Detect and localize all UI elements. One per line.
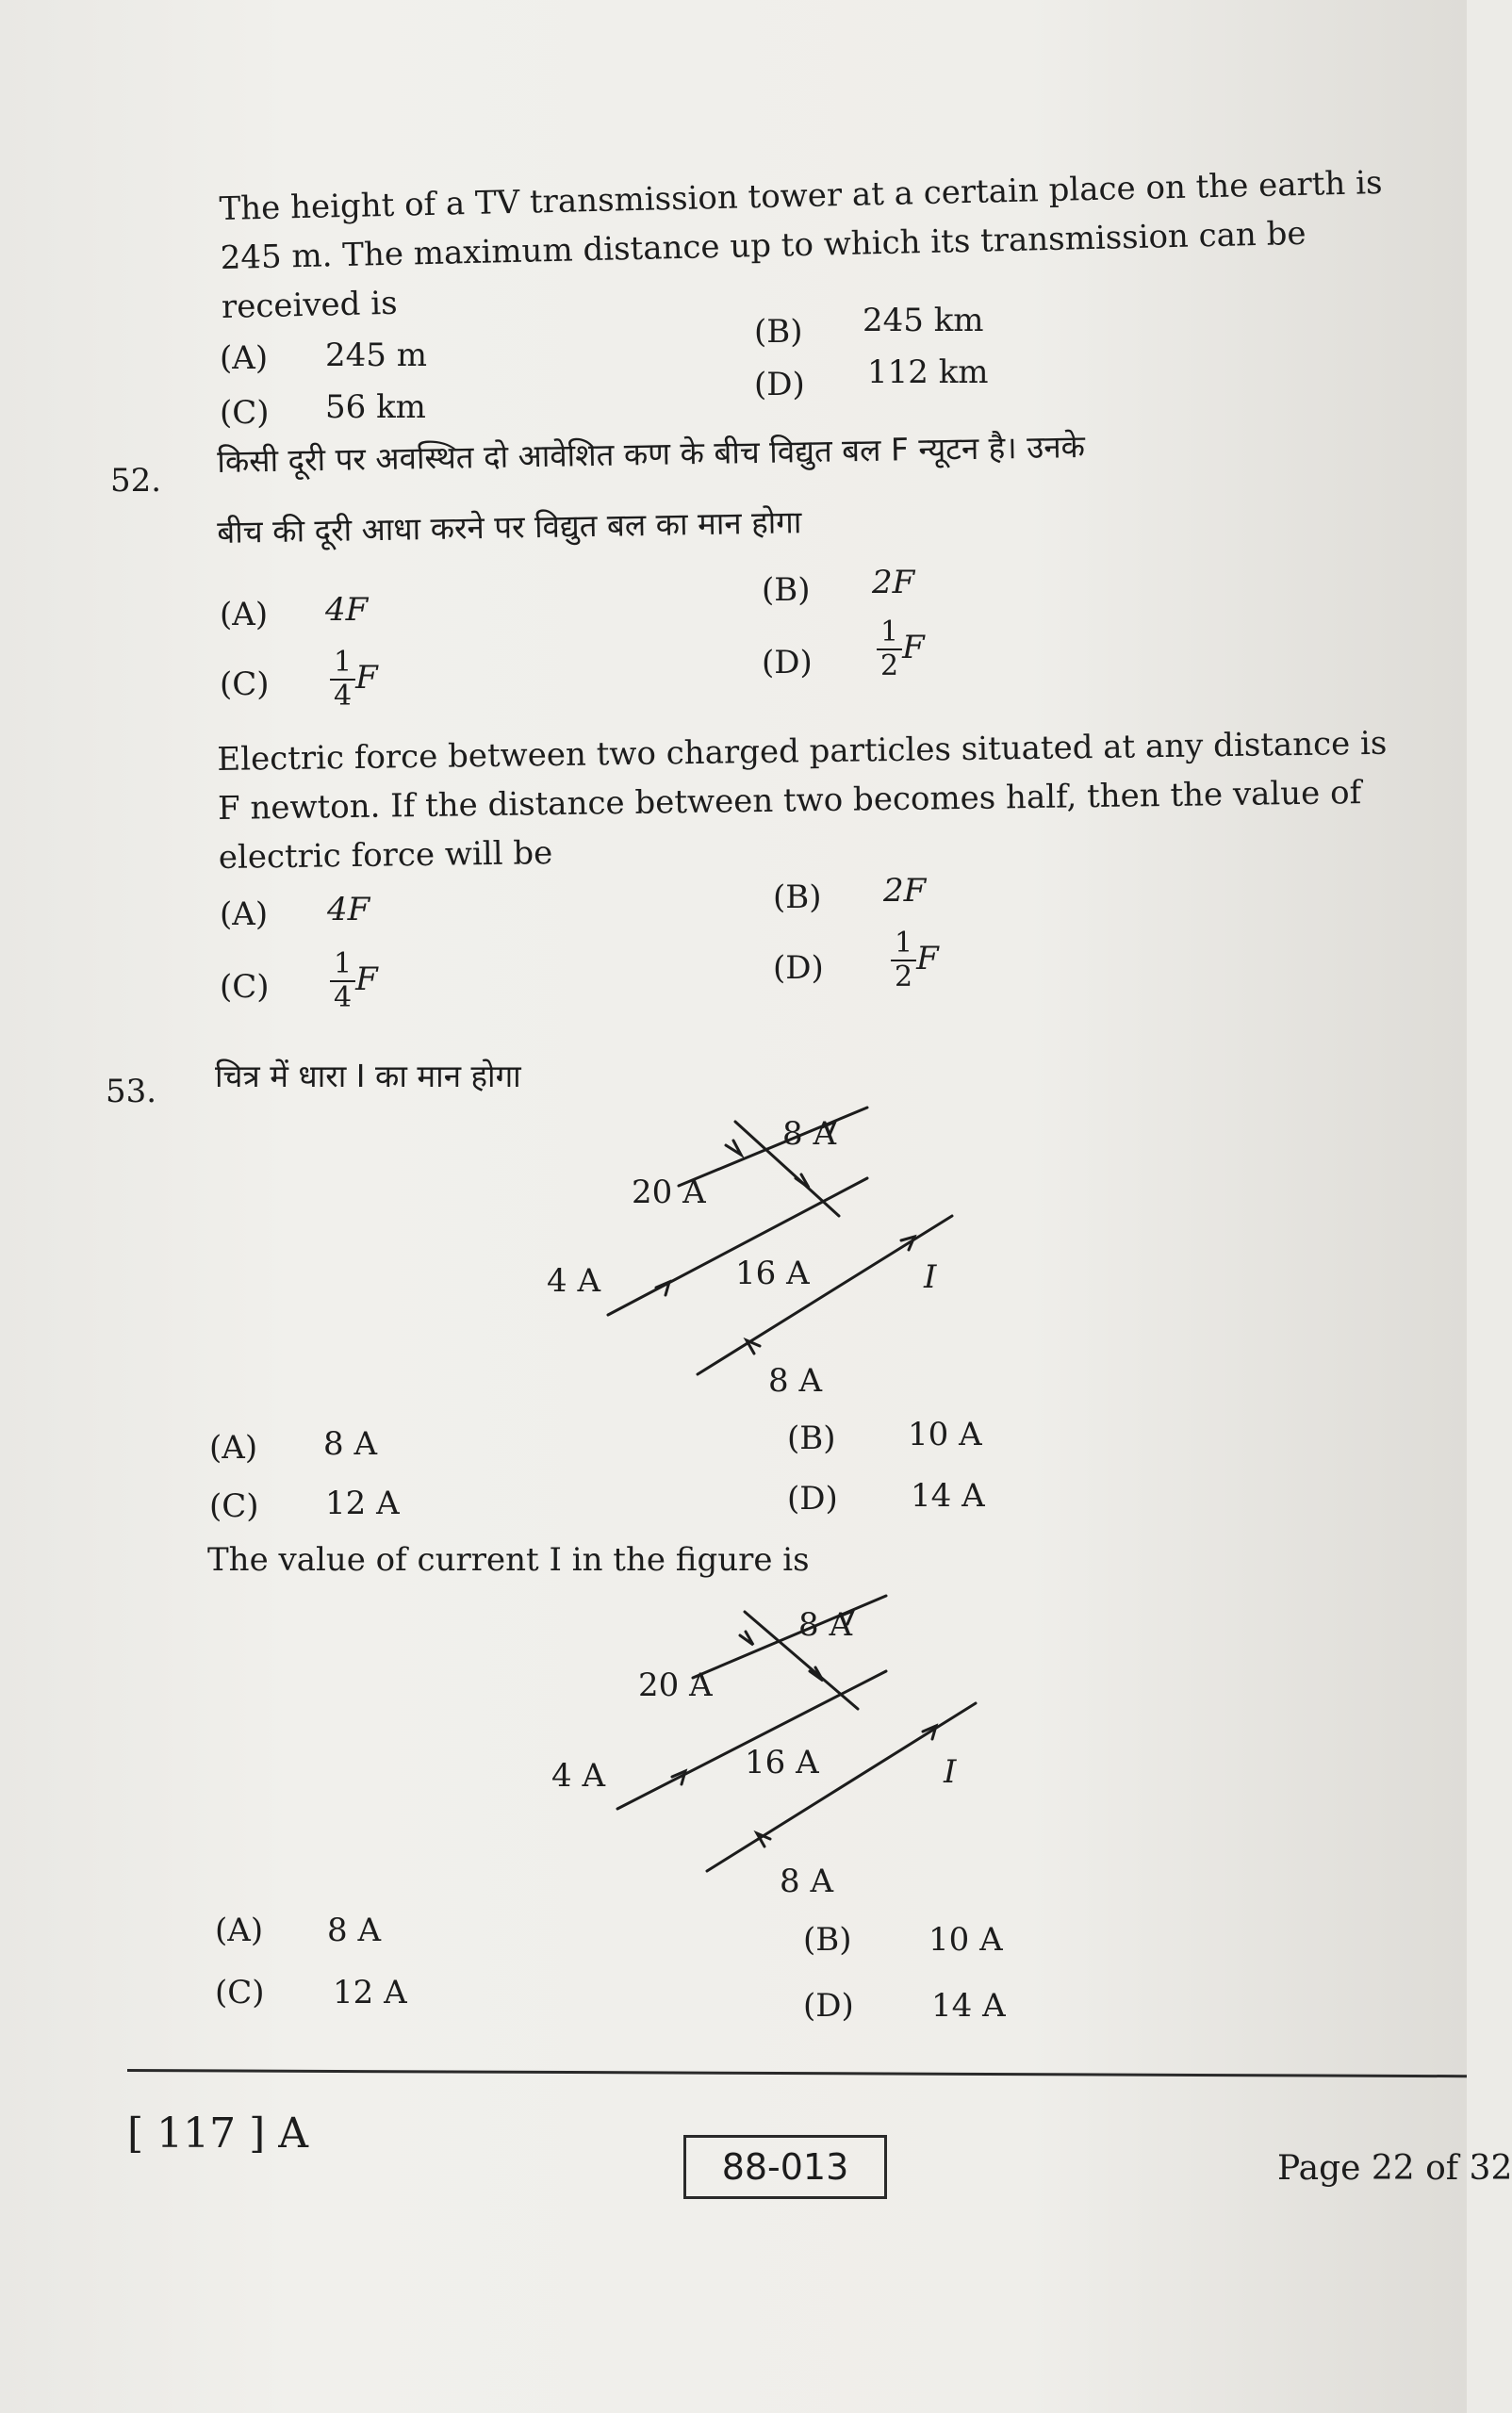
q51-option-a-value: 245 m (325, 337, 427, 374)
q52-hindi-option-d-value: $\frac{1}{2}$ F (877, 618, 925, 681)
q53-hindi-option-c-value: 12 A (325, 1485, 400, 1522)
q52-english-option-b-label: (B) (773, 878, 822, 916)
paper-code-box: 88-013 (683, 2135, 887, 2199)
q53-english-option-b-label: (B) (803, 1921, 852, 1959)
q52-english-option-b-value: 2F (883, 872, 927, 910)
circuit-label-20a: 20 A (638, 1666, 713, 1704)
fraction: $\frac{1}{2}$ (891, 929, 916, 992)
q52-english-text: Electric force between two charged particles situated at any distance is F newton. If the distance between two becomes half, then the value of electric force will be (217, 724, 1388, 877)
q53-hindi-option-a-value: 8 A (323, 1425, 377, 1463)
circuit-label-bottom: 8 A (768, 1362, 822, 1400)
footer-divider (127, 2069, 1467, 2077)
q51-option-a-label: (A) (220, 339, 269, 377)
q53-hindi-option-b-value: 10 A (908, 1416, 982, 1453)
q53-hindi-option-d-value: 14 A (911, 1477, 985, 1515)
q52-english-option-c-value: $\frac{1}{4}$ F (330, 950, 378, 1012)
q51-text: The height of a TV transmission tower at a certain place on the earth is 245 m. The maximum distance up to which its transmission can be received is (219, 163, 1383, 326)
q52-english-option-d-value: $\frac{1}{2}$ F (891, 929, 939, 992)
circuit-label-16a: 16 A (735, 1255, 810, 1292)
fraction: $\frac{1}{4}$ (330, 950, 355, 1012)
q53-hindi-option-a-label: (A) (209, 1429, 258, 1467)
wire-top (679, 1108, 867, 1186)
q53-english-option-d-label: (D) (803, 1987, 854, 2025)
circuit-label-16a: 16 A (745, 1744, 819, 1781)
arrow-20a (740, 1632, 753, 1645)
circuit-label-4a: 4 A (551, 1757, 605, 1795)
q51-option-c-value: 56 km (325, 388, 426, 426)
circuit-label-i: I (924, 1258, 937, 1296)
q52-hindi-option-c-value: $\frac{1}{4}$ F (330, 648, 378, 711)
q51-option-b-label: (B) (754, 313, 803, 351)
q53-english-option-d-value: 14 A (931, 1987, 1006, 2025)
q53-english-option-c-value: 12 A (333, 1974, 407, 2011)
fraction: $\frac{1}{4}$ (330, 648, 355, 711)
q51-option-d-value: 112 km (867, 353, 989, 391)
q52-hindi-line2: बीच की दूरी आधा करने पर विद्युत बल का मान होगा (217, 503, 802, 550)
q52-english-option-c-label: (C) (220, 968, 270, 1006)
q52-hindi-option-b-value: 2F (872, 564, 915, 601)
q52-hindi-option-a-value: 4F (325, 591, 369, 629)
q52-hindi-option-d-label: (D) (762, 644, 813, 681)
q52-english-option-a-value: 4F (327, 891, 370, 928)
q53-hindi-text: चित्र में धारा I का मान होगा (215, 1058, 521, 1094)
q53-hindi-option-c-label: (C) (209, 1487, 259, 1525)
circuit-label-4a: 4 A (547, 1262, 600, 1300)
circuit-label-20a: 20 A (632, 1174, 706, 1211)
q52-hindi-option-b-label: (B) (762, 571, 811, 609)
footer-set-code: [ 117 ] A (127, 2109, 309, 2158)
circuit-diagram-hindi (528, 1103, 980, 1404)
q52-number: 52. (110, 462, 162, 500)
arrow-bottom (747, 1340, 760, 1354)
q53-english-option-b-value: 10 A (929, 1921, 1003, 1959)
q52-hindi-option-a-label: (A) (220, 596, 269, 633)
circuit-label-top: 8 A (798, 1606, 852, 1644)
q53-english-text: The value of current I in the figure is (207, 1541, 810, 1579)
q52-hindi-option-c-label: (C) (220, 665, 270, 703)
q52-english-option-d-label: (D) (773, 949, 824, 987)
q53-hindi-option-d-label: (D) (787, 1480, 838, 1518)
q53-english-option-a-label: (A) (215, 1912, 264, 1949)
q51-option-c-label: (C) (220, 394, 270, 432)
circuit-diagram-english (533, 1588, 1004, 1909)
q52-hindi-line1: किसी दूरी पर अवस्थित दो आवेशित कण के बीच विद्युत बल F न्यूटन है। उनके (217, 427, 1086, 480)
circuit-label-top: 8 A (782, 1115, 836, 1153)
q53-english-option-a-value: 8 A (327, 1912, 381, 1949)
q53-english-option-c-label: (C) (215, 1974, 265, 2011)
circuit-label-i: I (944, 1753, 957, 1791)
circuit-label-bottom: 8 A (780, 1863, 833, 1900)
fraction: $\frac{1}{2}$ (877, 618, 902, 681)
wire-top (693, 1596, 886, 1678)
q52-english-option-a-label: (A) (220, 895, 269, 933)
page-number: Page 22 of 32 (1277, 2149, 1512, 2188)
q53-hindi-option-b-label: (B) (787, 1420, 836, 1457)
q51-option-b-value: 245 km (863, 302, 984, 339)
arrow-20a (726, 1141, 741, 1155)
q51-option-d-label: (D) (754, 366, 805, 403)
q53-number: 53. (106, 1073, 157, 1110)
